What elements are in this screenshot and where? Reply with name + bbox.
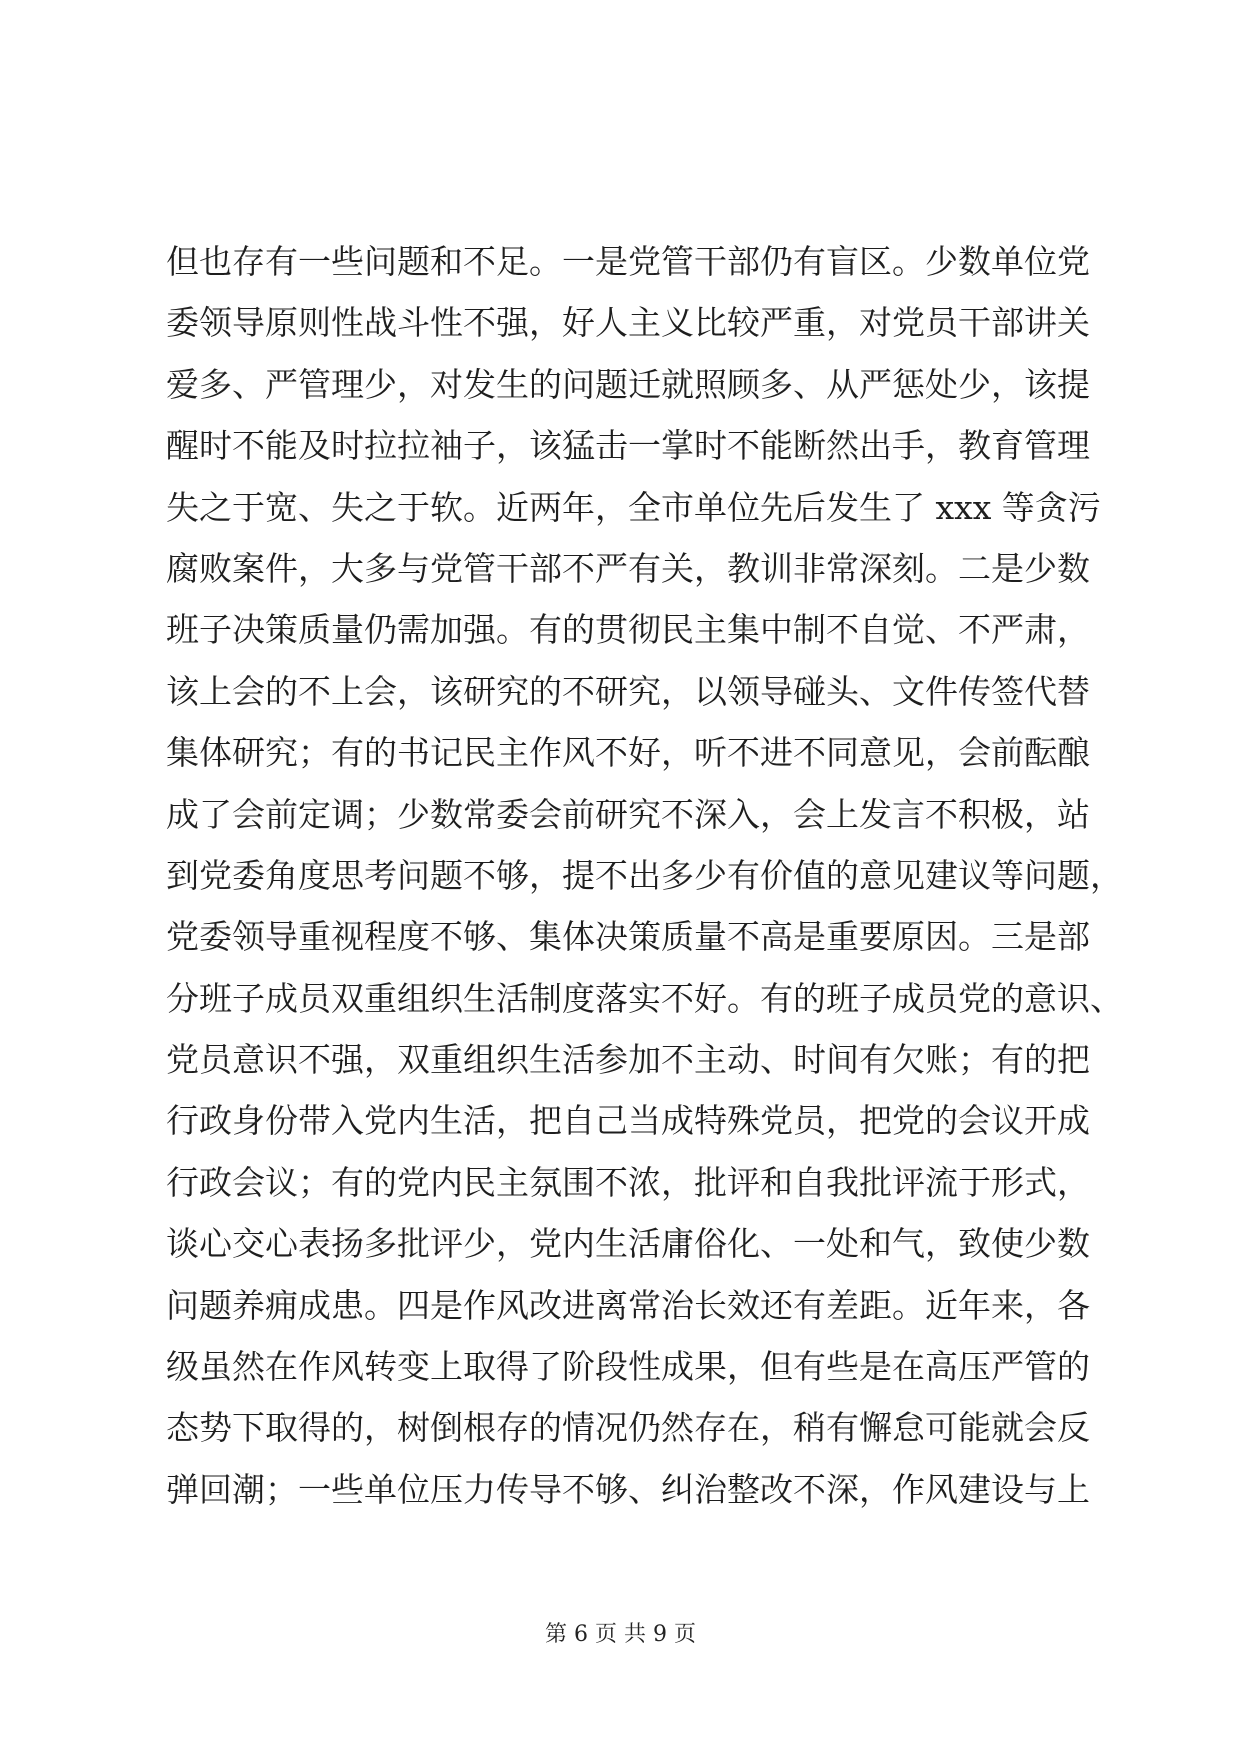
text-line: 失之于宽、失之于软。近两年，全市单位先后发生了 xxx 等贪污 xyxy=(166,487,1101,527)
text-line: 分班子成员双重组织生活制度落实不好。有的班子成员党的意识、 xyxy=(166,978,1123,1018)
text-line: 爱多、严管理少，对发生的问题迁就照顾多、从严惩处少，该提 xyxy=(166,364,1090,404)
text-line: 到党委角度思考问题不够，提不出多少有价值的意见建议等问题， xyxy=(166,855,1123,895)
text-line: 党员意识不强，双重组织生活参加不主动、时间有欠账；有的把 xyxy=(166,1040,1090,1080)
page-number-footer: 第 6 页 共 9 页 xyxy=(545,1622,696,1647)
text-line: 问题养痈成患。四是作风改进离常治长效还有差距。近年来，各 xyxy=(166,1285,1090,1325)
text-line: 弹回潮；一些单位压力传导不够、纠治整改不深，作风建设与上 xyxy=(166,1469,1090,1509)
text-line: 谈心交心表扬多批评少，党内生活庸俗化、一处和气，致使少数 xyxy=(166,1224,1090,1264)
text-line: 班子决策质量仍需加强。有的贯彻民主集中制不自觉、不严肃， xyxy=(166,610,1090,650)
text-line: 态势下取得的，树倒根存的情况仍然存在，稍有懈怠可能就会反 xyxy=(166,1408,1090,1448)
text-line: 腐败案件，大多与党管干部不严有关，教训非常深刻。二是少数 xyxy=(166,548,1090,588)
text-line: 醒时不能及时拉拉袖子，该猛击一掌时不能断然出手，教育管理 xyxy=(166,426,1090,466)
text-line: 但也存有一些问题和不足。一是党管干部仍有盲区。少数单位党 xyxy=(166,242,1090,281)
body-text xyxy=(166,231,1123,1520)
text-line: 该上会的不上会，该研究的不研究，以领导碰头、文件传签代替 xyxy=(166,671,1090,711)
text-line: 行政会议；有的党内民主氛围不浓，批评和自我批评流于形式， xyxy=(166,1162,1090,1202)
text-line: 级虽然在作风转变上取得了阶段性成果，但有些是在高压严管的 xyxy=(166,1347,1090,1387)
text-line: 党委领导重视程度不够、集体决策质量不高是重要原因。三是部 xyxy=(166,917,1090,957)
text-line: 委领导原则性战斗性不强，好人主义比较严重，对党员干部讲关 xyxy=(166,303,1090,343)
text-line: 成了会前定调；少数常委会前研究不深入，会上发言不积极，站 xyxy=(166,794,1090,834)
text-line: 集体研究；有的书记民主作风不好，听不进不同意见，会前酝酿 xyxy=(166,733,1090,773)
text-line: 行政身份带入党内生活，把自己当成特殊党员，把党的会议开成 xyxy=(166,1101,1090,1141)
